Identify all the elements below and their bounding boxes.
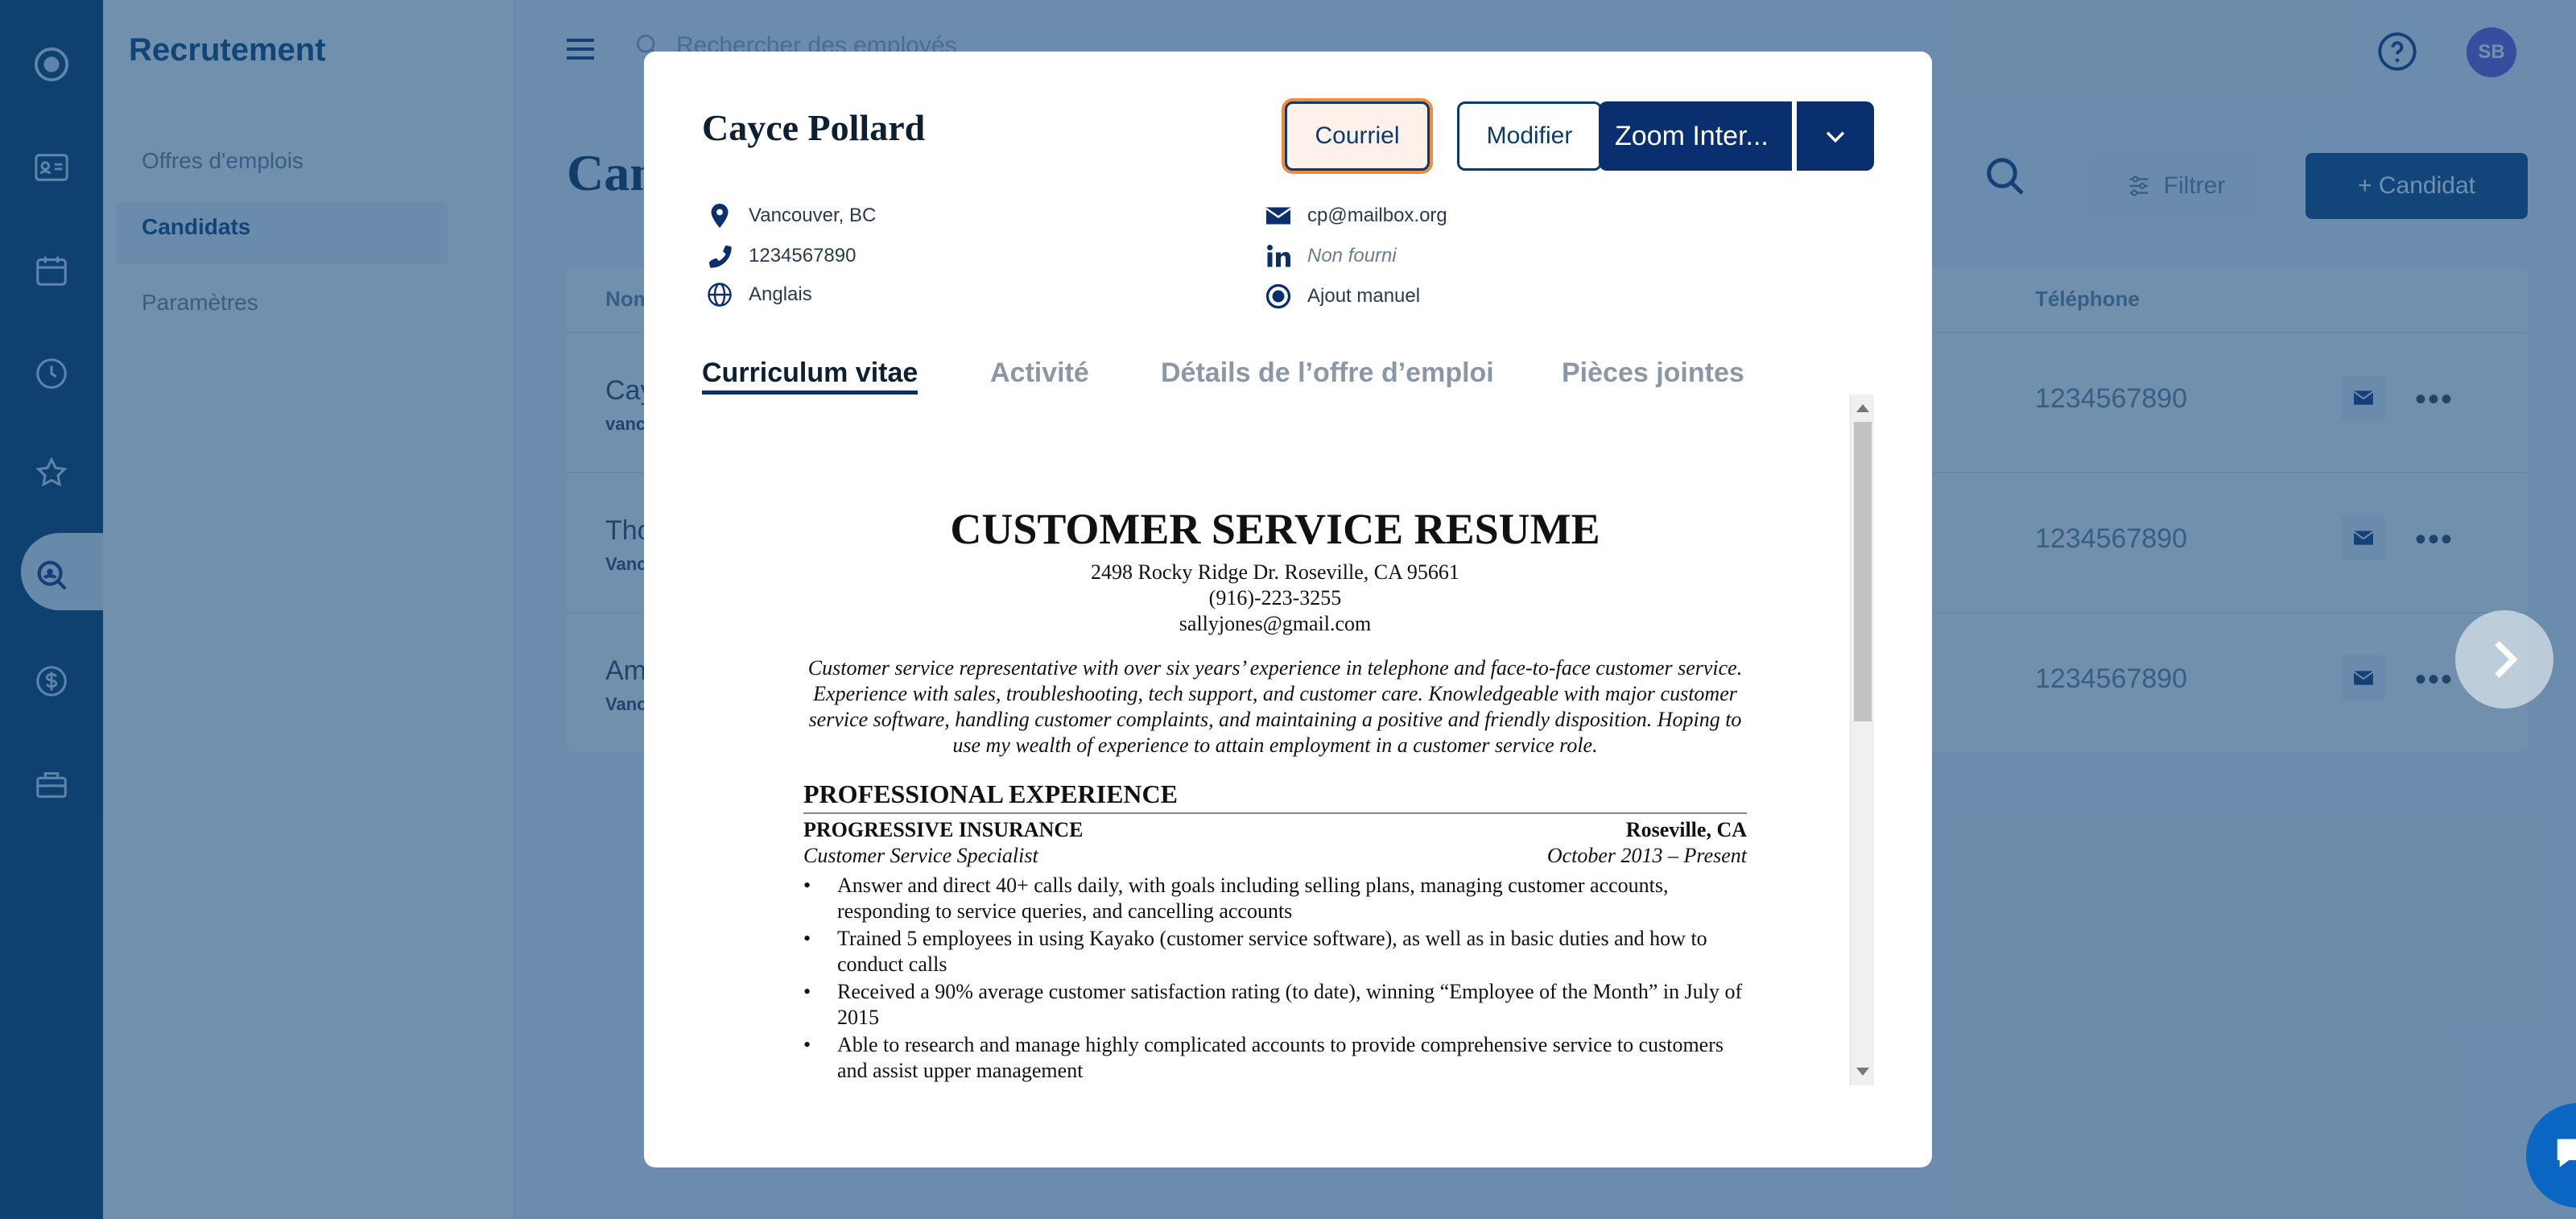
next-candidate-button[interactable]: [2455, 610, 2553, 709]
phone-text: 1234567890: [749, 245, 857, 267]
email-text[interactable]: cp@mailbox.org: [1307, 205, 1447, 226]
scroll-thumb[interactable]: [1854, 422, 1872, 721]
resume-section-heading: PROFESSIONAL EXPERIENCE: [803, 779, 1747, 814]
email-info: [1264, 201, 1447, 230]
linkedin-info: [1264, 242, 1397, 271]
resume-address: 2498 Rocky Ridge Dr. Roseville, CA 95661: [1091, 560, 1459, 584]
resume-bullet: • Able to research and manage highly complicated accounts to provide comprehensive service to customers and assist upper management: [803, 1032, 1747, 1084]
source-info: [1264, 282, 1420, 311]
resume-bullets: [803, 873, 1747, 1085]
resume-bullet: • Answer and direct 40+ calls daily, with goals including selling plans, managing customer accounts, responding to service queries, and cancelling accounts: [803, 873, 1747, 924]
location-text: Vancouver, BC: [749, 205, 877, 226]
tab-attachments[interactable]: Pièces jointes: [1562, 357, 1744, 388]
resume-email: sallyjones@gmail.com: [1179, 612, 1372, 635]
globe-icon: [705, 280, 734, 309]
language-text: Anglais: [749, 283, 812, 305]
resume-job-dates: October 2013 – Present: [1546, 844, 1747, 867]
zoom-interview-button[interactable]: Zoom Inter...: [1599, 101, 1792, 171]
chevron-right-icon: [2483, 638, 2526, 681]
linkedin-text: Non fourni: [1307, 245, 1397, 267]
source-text: Ajout manuel: [1307, 285, 1421, 307]
language-info: [705, 280, 812, 309]
scroll-down-arrow[interactable]: [1856, 1068, 1869, 1076]
tab-resume[interactable]: Curriculum vitae: [702, 357, 918, 395]
resume-bullet: • Received a 90% average customer satisfaction rating (to date), winning “Employee of the Month” in July of 2015: [803, 979, 1747, 1031]
edit-button[interactable]: Modifier: [1457, 101, 1602, 171]
phone-icon: [705, 242, 734, 271]
candidate-name: Cayce Pollard: [702, 107, 926, 148]
resume-job-role: Customer Service Specialist: [803, 844, 1038, 867]
resume-bullet: • Trained 5 employees in using Kayako (customer service software), as well as in basic duties and how to conduct calls: [803, 926, 1747, 977]
resume-summary: Customer service representative with over six years’ experience in telephone and face-to-face customer service. Experience with sales, troubleshooting, tech support, and customer care. Knowledgeable with major customer service software, handling customer complaints, and maintaining a positive and friendly disposition. Hoping to use my wealth of experience to attain employment in a customer service role.: [807, 656, 1743, 757]
candidate-modal: [644, 52, 1932, 1167]
location-info: [705, 201, 876, 230]
email-button[interactable]: Courriel: [1285, 101, 1430, 171]
resume-job-location: Roseville, CA: [1625, 818, 1747, 841]
chevron-down-icon: [1822, 122, 1849, 150]
phone-info: [705, 242, 856, 271]
modal-tabs: [702, 353, 1874, 398]
tab-job-details[interactable]: Détails de l’offre d’emploi: [1161, 357, 1494, 388]
resume-title: CUSTOMER SERVICE RESUME: [950, 505, 1600, 553]
linkedin-icon: [1264, 242, 1293, 271]
chat-icon: [2550, 1127, 2576, 1184]
resume-company: PROGRESSIVE INSURANCE: [803, 818, 1084, 841]
source-icon: [1264, 282, 1293, 311]
viewer-scrollbar[interactable]: [1850, 395, 1874, 1085]
resume-phone: (916)-223-3255: [1208, 586, 1342, 610]
envelope-icon: [1264, 201, 1293, 230]
zoom-options-dropdown[interactable]: [1797, 101, 1874, 171]
scroll-up-arrow[interactable]: [1856, 404, 1869, 412]
map-pin-icon: [705, 201, 734, 230]
tab-activity[interactable]: Activité: [990, 357, 1089, 388]
resume-viewer[interactable]: [702, 395, 1874, 1085]
